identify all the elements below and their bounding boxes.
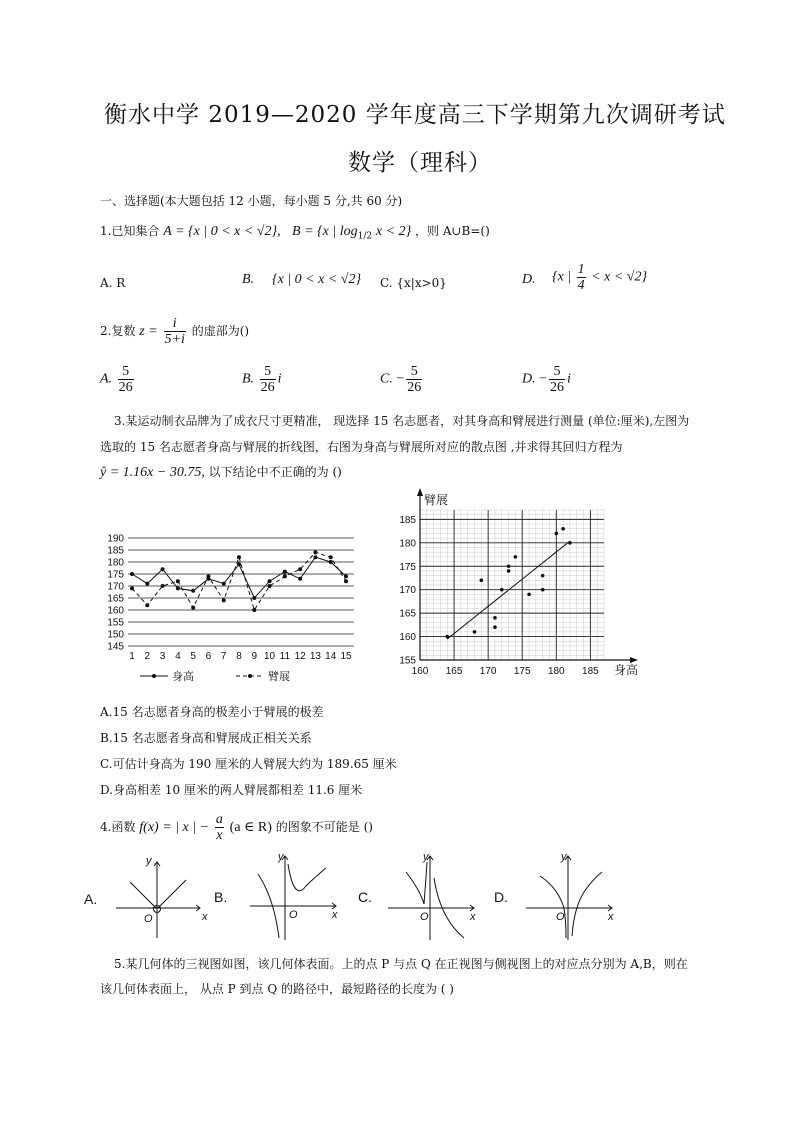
q1-set-b-post: x < 2} [375, 224, 412, 239]
data-point [145, 582, 149, 586]
series-line-armspan [132, 552, 346, 610]
q4-c-origin: O [420, 911, 429, 923]
data-point [329, 555, 333, 559]
data-point [145, 603, 149, 607]
scatter-point [500, 588, 504, 592]
data-point [283, 570, 287, 574]
y-axis-arrow [417, 488, 423, 496]
data-point [283, 574, 287, 578]
q4-graph-d[interactable] [526, 856, 612, 940]
q1-option-c[interactable]: C. {x|x>0} [380, 276, 447, 290]
q4-graph-c[interactable] [388, 856, 474, 940]
q1-option-a[interactable]: A. R [100, 276, 126, 290]
q1-d-num: 1 [577, 262, 585, 277]
q4-graph-a[interactable] [116, 862, 200, 938]
q1-d-pre: {x | [552, 269, 572, 285]
scatter-chart [390, 488, 654, 684]
y-tick-label: 180 [107, 557, 124, 569]
q1-suffix: ，则 A∪B=() [415, 224, 490, 238]
q4-c-x-label: x [470, 911, 476, 923]
q2-option-d[interactable] [522, 364, 571, 395]
q4-condition: (a ∈ R) [229, 820, 272, 835]
y-tick-label: 165 [399, 608, 416, 620]
q4-graph-b[interactable] [250, 856, 336, 940]
question-1 [100, 222, 490, 241]
q4-graphs [78, 848, 638, 944]
q2-c-label: C. [380, 371, 393, 387]
q2-a-label: A. [100, 371, 113, 387]
data-point [329, 560, 333, 564]
q4-a-x-label: x [202, 911, 208, 923]
q3-line-2: 选取的 15 名志愿者身高与臂展的折线图，右图为身高与臂展所对应的散点图 ,并求得其回归方程为 [100, 440, 623, 454]
x-tick-label: 175 [513, 666, 531, 677]
q4-b-y-label: y [278, 851, 284, 863]
scatter-point [568, 541, 572, 545]
data-point [344, 574, 348, 578]
data-point [298, 567, 302, 571]
q2-a-den: 26 [118, 380, 133, 395]
y-tick-label: 160 [107, 605, 124, 617]
x-tick-label: 14 [325, 651, 337, 662]
x-tick-label: 1 [129, 651, 135, 662]
data-point [222, 598, 226, 602]
x-tick-label: 9 [251, 651, 258, 662]
q2-b-den: 26 [260, 380, 275, 395]
data-point [130, 572, 134, 576]
data-point [268, 584, 272, 588]
scatter-point [541, 574, 545, 578]
section-heading: 一、选择题(本大题包括 12 小题，每小题 5 分,共 60 分) [100, 194, 403, 208]
scatter-point [473, 630, 477, 634]
x-tick-label: 180 [547, 666, 565, 677]
q1-d-post: < x < √2} [591, 269, 648, 285]
legend-marker [248, 674, 252, 678]
q2-z: z = [139, 324, 158, 339]
y-tick-label: 165 [107, 593, 124, 605]
q2-c-num: 5 [406, 364, 422, 380]
q2-option-c[interactable] [380, 364, 424, 395]
q3-regression-eq: ŷ = 1.16x − 30.75, [100, 465, 205, 480]
q2-a-num: 5 [118, 364, 134, 380]
line-chart [96, 530, 362, 688]
x-axis-label: 身高 [614, 663, 639, 677]
scatter-point [507, 569, 511, 573]
y-tick-label: 145 [107, 641, 124, 653]
y-tick-label: 155 [107, 617, 124, 629]
legend-label-armspan: 臂展 [268, 671, 290, 683]
data-point [237, 555, 241, 559]
y-tick-label: 185 [107, 545, 124, 557]
q3-line-3-text: 以下结论中不正确的为 () [208, 465, 342, 479]
q1-set-a: A = {x | 0 < x < √2}, [163, 224, 281, 239]
q3-option-d[interactable]: D.身高相差 10 厘米的两人臂展都相差 11.6 厘米 [100, 783, 363, 797]
data-point [191, 606, 195, 610]
q4-d-y-label: y [561, 851, 567, 863]
q2-prefix: 2.复数 [100, 324, 136, 338]
q3-option-a[interactable]: A.15 名志愿者身高的极差小于臂展的极差 [100, 705, 324, 719]
q2-d-den: 26 [550, 380, 565, 395]
q2-suffix: 的虚部为() [191, 324, 250, 338]
scatter-point [493, 616, 497, 620]
q4-prefix: 4.函数 [100, 820, 136, 834]
x-tick-label: 170 [479, 666, 497, 677]
q1-option-b-math: {x | 0 < x < √2} [272, 272, 362, 287]
x-tick-label: 10 [264, 651, 276, 662]
q3-line-3 [100, 463, 342, 481]
scatter-point [527, 593, 531, 597]
data-point [206, 574, 210, 578]
q1-d-den: 4 [577, 278, 585, 293]
q4-suffix: 的图象不可能是 () [275, 820, 373, 834]
scatter-point [514, 555, 518, 559]
data-point [161, 584, 165, 588]
y-tick-label: 155 [399, 655, 416, 667]
q2-b-i: i [277, 371, 282, 387]
q4-fx: f(x) = | x | − [139, 820, 210, 835]
x-tick-label: 15 [340, 651, 352, 662]
q2-c-sign: − [396, 371, 405, 387]
y-tick-label: 170 [107, 581, 124, 593]
data-point [298, 577, 302, 581]
q2-d-label: D. [522, 371, 536, 387]
q2-option-a[interactable] [100, 364, 136, 395]
q4-a-origin: O [144, 913, 153, 925]
x-tick-label: 13 [309, 651, 321, 662]
q2-num: i [164, 316, 186, 332]
q1-log-base: 1/2 [357, 231, 373, 242]
q4-d-origin: O [556, 911, 565, 923]
q4-b-x-label: x [332, 909, 338, 921]
q2-d-sign: − [539, 371, 548, 387]
y-tick-label: 150 [107, 629, 124, 641]
y-tick-label: 180 [399, 538, 416, 550]
y-tick-label: 190 [107, 533, 124, 545]
x-tick-label: 185 [582, 666, 599, 677]
y-tick-label: 160 [399, 632, 416, 644]
data-point [130, 586, 134, 590]
x-tick-label: 6 [205, 651, 212, 662]
q2-option-b[interactable] [242, 364, 281, 395]
q4-num: a [215, 812, 223, 827]
data-point [237, 562, 241, 566]
y-tick-label: 170 [399, 585, 416, 597]
x-tick-label: 8 [236, 651, 242, 662]
q5-line-2: 该几何体表面上， 从点 P 到点 Q 的路径中，最短路径的长度为 ( ) [100, 982, 454, 996]
x-tick-label: 3 [159, 651, 166, 662]
y-tick-label: 175 [399, 561, 416, 573]
scatter-point [507, 564, 511, 568]
q1-prefix: 1.已知集合 [100, 224, 160, 238]
q4-label-d[interactable]: D. [494, 889, 508, 905]
scatter-point [561, 527, 565, 531]
q2-den: 5+i [164, 332, 185, 347]
scatter-point [541, 588, 545, 592]
q4-d-x-label: x [608, 911, 614, 923]
x-tick-label: 7 [220, 651, 227, 662]
x-tick-label: 4 [175, 651, 181, 662]
data-point [268, 579, 272, 583]
q4-b-origin: O [289, 909, 298, 921]
data-point [344, 579, 348, 583]
scatter-point [554, 532, 558, 536]
x-tick-label: 165 [445, 666, 463, 677]
y-tick-label: 185 [399, 514, 416, 526]
data-point [222, 582, 226, 586]
q1-option-d-math [552, 262, 647, 293]
data-point [252, 596, 256, 600]
legend-label-height: 身高 [172, 671, 194, 683]
x-tick-label: 12 [294, 651, 306, 662]
question-4 [100, 812, 373, 843]
q1-set-b-pre: B = {x | log [292, 224, 358, 239]
data-point [176, 579, 180, 583]
q4-label-c[interactable]: C. [358, 889, 372, 905]
q5-line-1: 5.某几何体的三视图如图，该几何体表面。上的点 P 与点 Q 在正视图与侧视图上的对应点分别为 A,B，则在 [114, 957, 688, 971]
page-subtitle: 数学（理科） [348, 150, 492, 176]
q2-b-label: B. [242, 371, 255, 387]
q4-label-a[interactable]: A. [84, 891, 98, 907]
scatter-point [493, 625, 497, 629]
q2-d-i: i [567, 371, 571, 387]
y-tick-label: 175 [107, 569, 124, 581]
data-point [252, 608, 256, 612]
q2-c-den: 26 [407, 380, 422, 395]
q4-c-y-label: y [423, 851, 429, 863]
y-axis-label: 臂展 [424, 493, 449, 507]
x-tick-label: 160 [411, 666, 429, 677]
scatter-point [445, 635, 449, 639]
data-point [161, 567, 165, 571]
q3-line-1: 3.某运动制衣品牌为了成衣尺寸更精准， 现选择 15 名志愿者，对其身高和臂展进行测量 (单位:厘米),左图为 [114, 414, 690, 428]
q2-d-num: 5 [549, 364, 565, 380]
q2-b-num: 5 [260, 364, 276, 380]
q1-option-b-label[interactable]: B. [242, 272, 255, 287]
q3-option-b[interactable]: B.15 名志愿者身高和臂展成正相关关系 [100, 731, 312, 745]
q4-label-b[interactable]: B. [214, 889, 228, 905]
data-point [191, 589, 195, 593]
legend-marker [152, 674, 156, 678]
q1-option-d-label[interactable]: D. [522, 272, 536, 287]
data-point [176, 586, 180, 590]
page-title: 衡水中学 2019—2020 学年度高三下学期第九次调研考试 [104, 102, 726, 128]
q4-a-y-label: y [146, 855, 152, 867]
question-2 [100, 316, 249, 347]
x-tick-label: 2 [144, 651, 151, 662]
q4-den: x [216, 828, 223, 843]
data-point [313, 550, 317, 554]
x-tick-label: 5 [190, 651, 196, 662]
x-tick-label: 11 [279, 651, 291, 662]
data-point [313, 555, 317, 559]
q3-option-c[interactable]: C.可估计身高为 190 厘米的人臂展大约为 189.65 厘米 [100, 757, 397, 771]
scatter-point [480, 579, 484, 583]
